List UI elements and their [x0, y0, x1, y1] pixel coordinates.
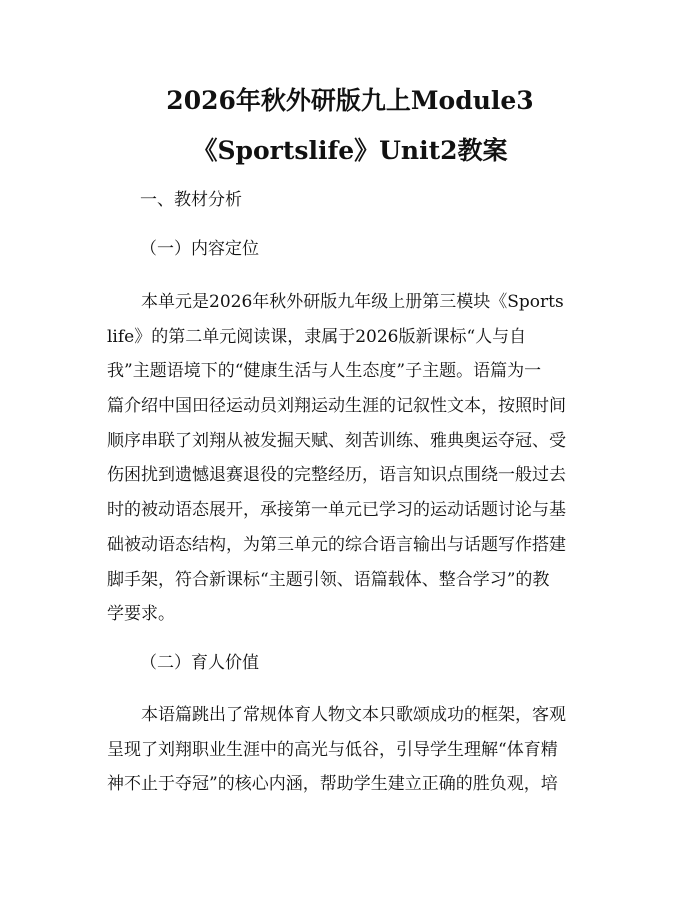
paragraph-line: 本单元是2026年秋外研版九年级上册第三模块《Sports: [107, 292, 564, 312]
paragraph-line: 顺序串联了刘翔从被发掘天赋、刻苦训练、雅典奥运夺冠、受: [107, 430, 566, 451]
subsection-heading-content-positioning: （一）内容定位: [140, 239, 259, 259]
paragraph-line: 篇介绍中国田径运动员刘翔运动生涯的记叙性文本，按照时间: [107, 396, 566, 417]
paragraph-line: 本语篇跳出了常规体育人物文本只歌颂成功的框架，客观: [107, 705, 566, 725]
paragraph-line: life》的第二单元阅读课，隶属于2026版新课标“人与自: [107, 326, 527, 347]
paragraph-line: 础被动语态结构，为第三单元的综合语言输出与话题写作搭建: [107, 534, 566, 555]
paragraph-line: 时的被动语态展开，承接第一单元已学习的运动话题讨论与基: [107, 500, 566, 521]
subsection-heading-educational-value: （二）育人价值: [140, 653, 259, 673]
paragraph-line: 我”主题语境下的“健康生活与人生态度”子主题。语篇为一: [107, 361, 542, 382]
paragraph-line: 脚手架，符合新课标“主题引领、语篇载体、整合学习”的教: [107, 569, 550, 590]
paragraph-line: 伤困扰到遗憾退赛退役的完整经历，语言知识点围绕一般过去: [107, 465, 566, 486]
content-positioning-paragraph: [107, 285, 597, 632]
document-title-line-2: 《Sportslife》Unit2教案: [192, 136, 508, 165]
paragraph-line: 呈现了刘翔职业生涯中的高光与低谷，引导学生理解“体育精: [107, 739, 558, 760]
educational-value-paragraph: [107, 698, 597, 802]
paragraph-line: 学要求。: [107, 604, 175, 625]
section-heading-materials-analysis: 一、教材分析: [140, 190, 242, 210]
paragraph-line: 神不止于夺冠”的核心内涵，帮助学生建立正确的胜负观，培: [107, 774, 558, 795]
document-title-line-1: 2026年秋外研版九上Module3: [166, 86, 534, 115]
